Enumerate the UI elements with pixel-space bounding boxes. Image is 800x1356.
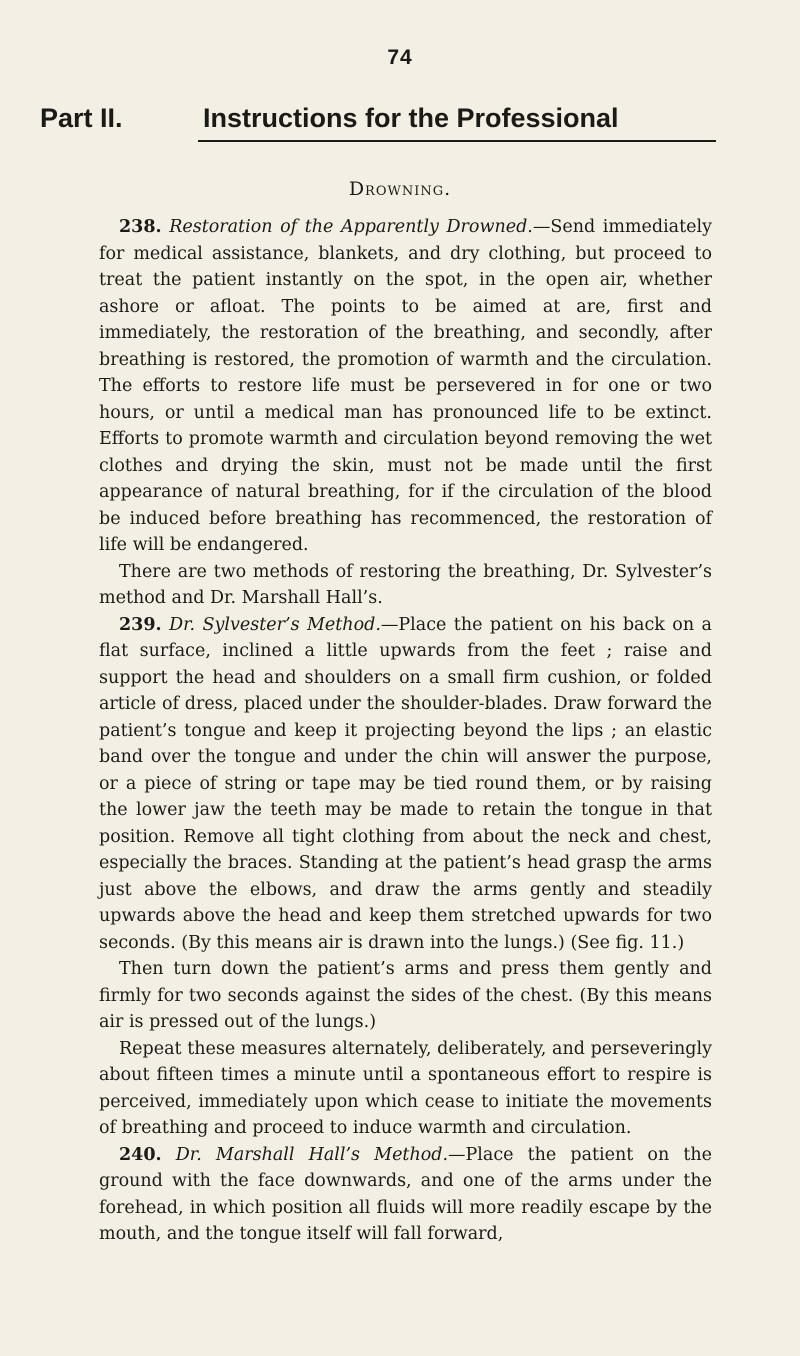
paragraph-text: —Send immediately for medical assistance, blankets, and dry clothing, but proceed to treat the patient instantly on the spot, in the open air, whether ashore or afloat. The points to be aimed at are, first and immediately, the restoration of the breathing, and secondly, after breathing is restored, the promotion of warmth and the circulation. The efforts to restore life must be persevered in for one or two hours, or until a medical man has pronounced life to be extinct. Efforts to promote warmth and circulation beyond removing the wet clothes and drying the skin, must not be made until the first appearance of natural breathing, for if the circulation of the blood be induced before breathing has recommenced, the restoration of life will be endangered.: [99, 217, 712, 555]
paragraph-text: —Place the patient on the ground with the face downwards, and one of the arms under the forehead, in which position all fluids will more readily escape by the mouth, and the tongue itself will fall forward,: [99, 1144, 712, 1244]
paragraph-239: [99, 612, 712, 957]
running-head-title: Instructions for the Professional: [203, 103, 619, 133]
body-text: [99, 214, 712, 1248]
paragraph-title: Dr. Marshall Hall’s Method.: [175, 1144, 449, 1165]
paragraph-number: 240.: [119, 1144, 162, 1165]
paragraph-text: Repeat these measures alternately, deliberately, and perseveringly about fifteen times a minute until a spontaneous effort to respire is perceived, immediately upon which cease to initiate the movements of breathing and proceed to induce warmth and circulation.: [99, 1038, 712, 1138]
paragraph-title: Dr. Sylvester’s Method.: [169, 614, 381, 635]
section-heading: Drowning.: [348, 178, 452, 200]
paragraph-text: Then turn down the patient’s arms and press them gently and firmly for two seconds against the sides of the chest. (By this means air is pressed out of the lungs.): [99, 959, 712, 1032]
part-label: Part II.: [40, 103, 123, 133]
paragraph-methods-intro: [99, 559, 712, 612]
page-number: 74: [387, 46, 413, 69]
paragraph-number: 239.: [119, 614, 162, 635]
running-head: [40, 98, 720, 138]
header-rule: [198, 140, 716, 142]
paragraph-title: Restoration of the Apparently Drowned.: [169, 217, 533, 237]
paragraph-240: [99, 1142, 712, 1248]
paragraph-238: [99, 214, 712, 559]
paragraph-number: 238.: [119, 217, 162, 237]
paragraph-repeat: [99, 1036, 712, 1142]
paragraph-turn-down-arms: [99, 956, 712, 1036]
paragraph-text: —Place the patient on his back on a flat surface, inclined a little upwards from the feet ; raise and support the head and shoulders on a small firm cushion, or folded article of dress, placed under the shoulder-blades. Draw forward the patient’s tongue and keep it projecting beyond the lips ; an elastic band over the tongue and under the chin will answer the purpose, or a piece of string or tape may be tied round them, or by raising the lower jaw the teeth may be made to retain the tongue in that position. Remove all tight clothing from about the neck and chest, especially the braces. Standing at the patient’s head grasp the arms just above the elbows, and draw the arms gently and steadily upwards above the head and keep them stretched upwards for two seconds. (By this means air is drawn into the lungs.) (See fig. 11.): [99, 614, 712, 953]
paragraph-text: There are two methods of restoring the breathing, Dr. Sylvester’s method and Dr. Marshall Hall’s.: [99, 561, 712, 608]
